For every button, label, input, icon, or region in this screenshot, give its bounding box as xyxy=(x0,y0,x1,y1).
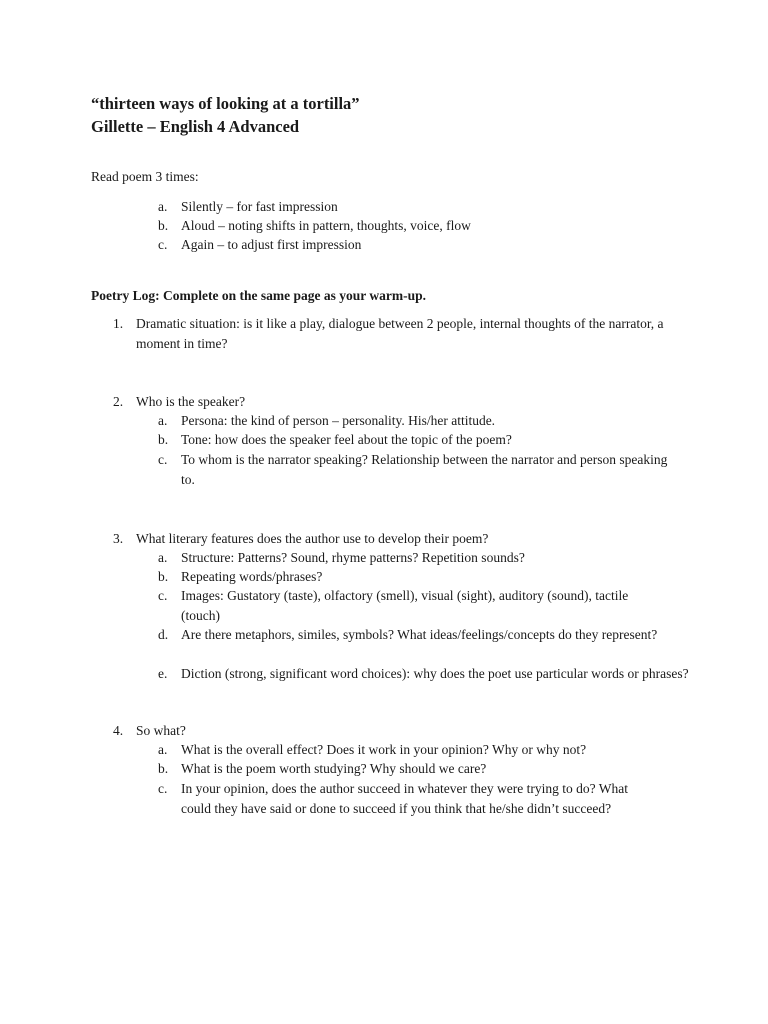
question-text: Dramatic situation: is it like a play, dialogue between 2 people, internal thoughts of the narrator, a moment in time? xyxy=(136,316,664,351)
list-marker: c. xyxy=(158,588,168,603)
list-marker: a. xyxy=(158,742,168,757)
question-text: What literary features does the author use to develop their poem? xyxy=(136,531,489,546)
read-item: Again – to adjust first impression xyxy=(181,237,362,252)
sub-question: Tone: how does the speaker feel about the topic of the poem? xyxy=(181,432,512,447)
sub-question: What is the overall effect? Does it work in your opinion? Why or why not? xyxy=(181,742,587,757)
poetry-log-heading: Poetry Log: Complete on the same page as your warm-up. xyxy=(91,288,426,303)
list-marker: a. xyxy=(158,550,168,565)
list-marker: e. xyxy=(158,666,168,681)
list-marker: b. xyxy=(158,761,169,776)
sub-question: To whom is the narrator speaking? Relationship between the narrator and person speaking to. xyxy=(181,452,668,487)
question-text: So what? xyxy=(136,723,186,738)
question-number: 2. xyxy=(113,394,124,409)
list-marker: c. xyxy=(158,452,168,467)
list-marker: b. xyxy=(158,569,169,584)
sub-question: Structure: Patterns? Sound, rhyme patterns? Repetition sounds? xyxy=(181,550,525,565)
document-subtitle: Gillette – English 4 Advanced xyxy=(91,117,300,136)
sub-question: Images: Gustatory (taste), olfactory (smell), visual (sight), auditory (sound), tactile (touch) xyxy=(181,588,629,623)
question-number: 3. xyxy=(113,531,124,546)
sub-question: Persona: the kind of person – personality. His/her attitude. xyxy=(181,413,496,428)
question-number: 1. xyxy=(113,316,124,331)
question-text: Who is the speaker? xyxy=(136,394,246,409)
read-instructions: Read poem 3 times: xyxy=(91,169,199,184)
list-marker: a. xyxy=(158,199,168,214)
list-marker: a. xyxy=(158,413,168,428)
sub-question: Are there metaphors, similes, symbols? What ideas/feelings/concepts do they represent? xyxy=(181,627,658,642)
sub-question: What is the poem worth studying? Why should we care? xyxy=(181,761,487,776)
list-marker: c. xyxy=(158,237,168,252)
list-marker: c. xyxy=(158,781,168,796)
sub-question: In your opinion, does the author succeed in whatever they were trying to do? What could they have said or done to succeed if you think that he/she didn’t succeed? xyxy=(181,781,628,816)
question-number: 4. xyxy=(113,723,124,738)
sub-question: Repeating words/phrases? xyxy=(181,569,323,584)
list-marker: d. xyxy=(158,627,169,642)
read-item: Silently – for fast impression xyxy=(181,199,338,214)
document-title: “thirteen ways of looking at a tortilla” xyxy=(91,94,360,113)
read-item: Aloud – noting shifts in pattern, thoughts, voice, flow xyxy=(181,218,471,233)
list-marker: b. xyxy=(158,432,169,447)
sub-question: Diction (strong, significant word choices): why does the poet use particular words or phrases? xyxy=(181,666,689,681)
list-marker: b. xyxy=(158,218,169,233)
